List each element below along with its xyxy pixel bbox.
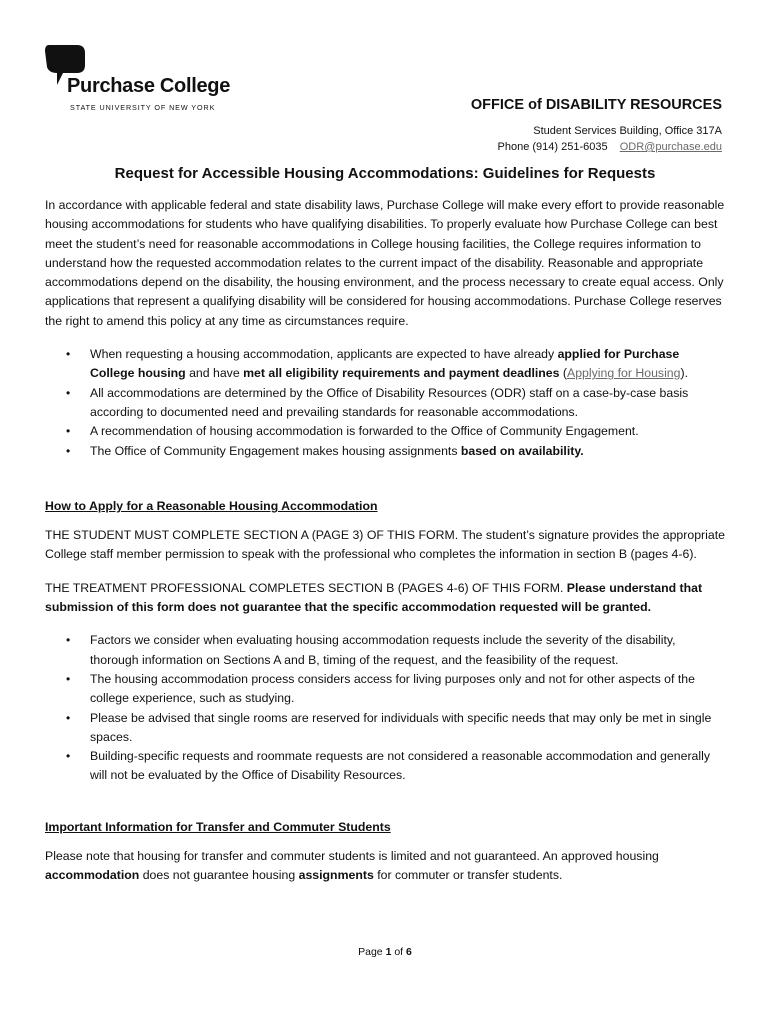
- document-body: [45, 196, 725, 900]
- office-contact-block: [471, 97, 722, 155]
- office-title: OFFICE of DISABILITY RESOURCES: [470, 97, 722, 113]
- total-page-count: 6: [406, 946, 412, 958]
- list-item-text: Please be advised that single rooms are reserved for individuals with specific needs that may only be met in single spaces.: [90, 710, 712, 744]
- paragraph-text: THE TREATMENT PROFESSIONAL COMPLETES SECTION B (PAGES 4-6) OF THIS FORM.: [45, 580, 567, 595]
- list-item: [66, 670, 725, 709]
- current-page-number: 1: [385, 946, 392, 958]
- list-item-bold: applied for Purchase College housing: [90, 347, 680, 381]
- list-item-text: (: [559, 366, 568, 381]
- paragraph-text: does not guarantee housing: [139, 868, 299, 883]
- list-item-text: All accommodations are determined by the Office of Disability Resources (ODR) staff on a case-by-case basis according to documented need and prevailing standards for reasonable accommodations.: [90, 385, 689, 419]
- office-building: Student Services Building, Office 317A: [533, 125, 722, 137]
- list-item: [66, 631, 725, 670]
- list-item: [66, 747, 725, 786]
- bullet-icon: •: [66, 671, 71, 686]
- bullet-icon: •: [66, 633, 71, 648]
- page-title: Request for Accessible Housing Accommodations: Guidelines for Requests: [114, 165, 656, 182]
- list-item: [66, 384, 725, 423]
- list-item-text: The Office of Community Engagement makes housing assignments: [90, 443, 461, 458]
- list-item: [66, 345, 725, 384]
- bullet-icon: •: [66, 385, 71, 400]
- paragraph-bold: accommodation: [45, 868, 140, 883]
- list-item-text: Building-specific requests and roommate requests are not considered a reasonable accommodation and generally will not be evaluated by the Office of Disability Resources.: [90, 749, 710, 783]
- list-item: [66, 709, 725, 748]
- bullet-icon: •: [66, 424, 71, 439]
- list-item-text: Factors we consider when evaluating housing accommodation requests include the severity of the disability, thorough information on Sections A and B, timing of the request, and the feasibility of the request.: [90, 633, 676, 667]
- transfer-paragraph: [45, 847, 725, 886]
- college-logo: [45, 45, 245, 115]
- bullet-icon: •: [66, 710, 71, 725]
- office-phone: Phone (914) 251-6035: [497, 141, 608, 153]
- logo-name: Purchase College: [67, 75, 231, 97]
- paragraph-bold: Please understand that submission of this form does not guarantee that the specific accommodation requested will be granted.: [45, 580, 703, 615]
- paragraph-text: Please note that housing for transfer and commuter students is limited and not guaranteed. An approved housing: [45, 849, 659, 864]
- list-item-text: The housing accommodation process considers access for living purposes only and not for other aspects of the college experience, such as studying.: [90, 671, 695, 706]
- applying-for-housing-link[interactable]: Applying for Housing: [567, 366, 681, 381]
- professional-section-paragraph: [45, 579, 725, 618]
- factors-list: [45, 631, 725, 785]
- paragraph-text: for commuter or transfer students.: [373, 868, 563, 883]
- how-to-apply-heading: How to Apply for a Reasonable Housing Accommodation: [45, 498, 378, 513]
- bullet-icon: •: [66, 443, 71, 458]
- intro-paragraph: In accordance with applicable federal and state disability laws, Purchase College will make every effort to provide reasonable housing accommodations for students who have qualifying disabilities. To properly evaluate how Purchase College can best meet the student’s need for reasonable accommodations in College housing facilities, the College requires information to understand how the requested accommodation relates to the current impact of the disability. Reasonable and appropriate accommodations depend on the disability, the housing environment, and the process necessary to create equal access. Only applications that represent a qualifying disability will be considered for housing accommodations. Purchase College reserves the right to amend this policy at any time as circumstances require.: [45, 198, 725, 328]
- guidelines-list: [45, 345, 725, 461]
- student-section-paragraph: THE STUDENT MUST COMPLETE SECTION A (PAGE 3) OF THIS FORM. The student’s signature provides the appropriate College staff member permission to speak with the professional who completes the information in section B (pages 4-6).: [45, 528, 725, 562]
- footer-text: Page: [358, 946, 386, 958]
- list-item-text: When requesting a housing accommodation, applicants are expected to have already: [90, 347, 558, 362]
- list-item-bold: met all eligibility requirements and payment deadlines: [243, 366, 560, 381]
- logo-subtitle: STATE UNIVERSITY OF NEW YORK: [70, 103, 216, 112]
- office-phone-line: [471, 139, 722, 155]
- list-item-text: A recommendation of housing accommodation is forwarded to the Office of Community Engagement.: [90, 424, 639, 439]
- page-number-footer: [0, 946, 770, 958]
- list-item: [66, 442, 725, 461]
- list-item-text: and have: [185, 366, 244, 381]
- list-item-text: ).: [680, 366, 689, 381]
- footer-text: of: [391, 946, 407, 958]
- transfer-heading: Important Information for Transfer and Commuter Students: [45, 819, 391, 834]
- office-email-link[interactable]: ODR@purchase.edu: [619, 141, 722, 153]
- bullet-icon: •: [66, 347, 71, 362]
- paragraph-bold: assignments: [298, 868, 374, 883]
- list-item: [66, 422, 725, 441]
- bullet-icon: •: [66, 749, 71, 764]
- list-item-bold: based on availability.: [460, 443, 584, 458]
